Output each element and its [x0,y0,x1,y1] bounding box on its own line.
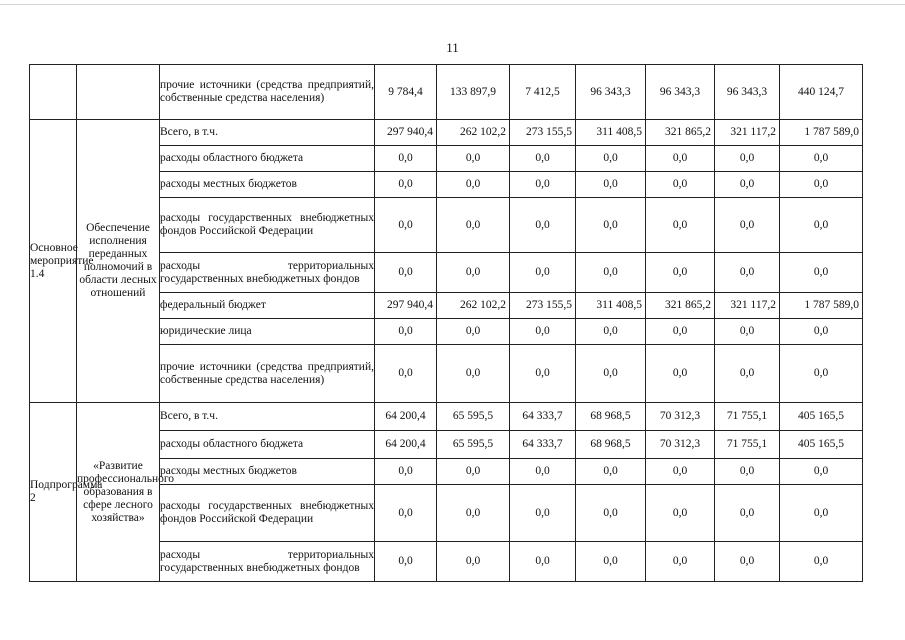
value-cell: 0,0 [375,542,437,582]
value-cell: 0,0 [780,319,863,345]
value-cell: 0,0 [646,345,715,403]
value-cell: 0,0 [437,146,510,172]
value-cell: 0,0 [715,485,780,542]
measure-code: Основное мероприятие 1.4 [30,120,77,403]
table-row [30,120,863,146]
row-description: расходы областного бюджета [160,431,375,459]
scan-artifact-line [0,4,905,5]
budget-table [29,64,863,582]
table-row [30,65,863,120]
value-cell: 64 200,4 [375,431,437,459]
value-cell: 70 312,3 [646,431,715,459]
value-cell: 262 102,2 [437,120,510,146]
page-number: 11 [446,40,459,55]
value-cell: 311 408,5 [576,120,646,146]
value-cell: 0,0 [437,319,510,345]
value-cell: 96 343,3 [715,65,780,120]
value-cell: 0,0 [375,146,437,172]
value-cell: 0,0 [375,485,437,542]
value-cell: 0,0 [715,146,780,172]
value-cell: 0,0 [510,319,576,345]
subprogram-name: «Развитие профессионального образования в сфере лесного хозяйства» [77,403,160,582]
value-cell: 65 595,5 [437,431,510,459]
row-description: расходы государственных внебюджетных фондов Российской Федерации [160,198,375,253]
table-row [30,403,863,431]
row-description: расходы государственных внебюджетных фондов Российской Федерации [160,485,375,542]
value-cell: 0,0 [715,542,780,582]
value-cell: 9 784,4 [375,65,437,120]
value-cell: 65 595,5 [437,403,510,431]
value-cell: 0,0 [780,459,863,485]
value-cell: 0,0 [375,198,437,253]
value-cell: 0,0 [576,172,646,198]
name-cell-empty [77,65,160,120]
value-cell: 0,0 [715,459,780,485]
value-cell: 262 102,2 [437,293,510,319]
measure-name: Обеспечение исполнения переданных полномочий в области лесных отношений [77,120,160,403]
row-description: расходы территориальных государственных внебюджетных фондов [160,542,375,582]
row-description: расходы местных бюджетов [160,459,375,485]
value-cell: 0,0 [780,172,863,198]
row-description: расходы местных бюджетов [160,172,375,198]
value-cell: 71 755,1 [715,403,780,431]
value-cell: 0,0 [437,485,510,542]
value-cell: 0,0 [375,319,437,345]
value-cell: 0,0 [780,485,863,542]
value-cell: 440 124,7 [780,65,863,120]
value-cell: 0,0 [646,542,715,582]
value-cell: 0,0 [510,345,576,403]
row-description: расходы территориальных государственных внебюджетных фондов [160,253,375,293]
row-description: Всего, в т.ч. [160,403,375,431]
value-cell: 64 200,4 [375,403,437,431]
value-cell: 405 165,5 [780,403,863,431]
value-cell: 1 787 589,0 [780,293,863,319]
value-cell: 0,0 [437,172,510,198]
value-cell: 133 897,9 [437,65,510,120]
value-cell: 0,0 [715,198,780,253]
value-cell: 297 940,4 [375,293,437,319]
value-cell: 0,0 [375,253,437,293]
row-description: Всего, в т.ч. [160,120,375,146]
value-cell: 0,0 [576,345,646,403]
value-cell: 405 165,5 [780,431,863,459]
value-cell: 70 312,3 [646,403,715,431]
value-cell: 96 343,3 [576,65,646,120]
value-cell: 0,0 [646,198,715,253]
value-cell: 0,0 [375,172,437,198]
row-description: прочие источники (средства предприятий, собственные средства населения) [160,65,375,120]
value-cell: 0,0 [780,198,863,253]
value-cell: 0,0 [715,253,780,293]
value-cell: 0,0 [437,459,510,485]
value-cell: 96 343,3 [646,65,715,120]
row-description: расходы областного бюджета [160,146,375,172]
value-cell: 0,0 [510,485,576,542]
value-cell: 71 755,1 [715,431,780,459]
value-cell: 0,0 [576,253,646,293]
value-cell: 0,0 [646,146,715,172]
value-cell: 321 117,2 [715,293,780,319]
value-cell: 0,0 [576,542,646,582]
value-cell: 0,0 [780,253,863,293]
value-cell: 321 865,2 [646,120,715,146]
value-cell: 321 117,2 [715,120,780,146]
value-cell: 0,0 [780,542,863,582]
value-cell: 0,0 [715,172,780,198]
value-cell: 0,0 [375,459,437,485]
value-cell: 68 968,5 [576,403,646,431]
value-cell: 0,0 [646,319,715,345]
value-cell: 0,0 [437,542,510,582]
value-cell: 0,0 [576,198,646,253]
value-cell: 0,0 [715,319,780,345]
value-cell: 0,0 [510,146,576,172]
value-cell: 0,0 [576,459,646,485]
value-cell: 0,0 [437,253,510,293]
value-cell: 68 968,5 [576,431,646,459]
value-cell: 0,0 [375,345,437,403]
value-cell: 0,0 [576,319,646,345]
value-cell: 0,0 [576,485,646,542]
row-description: юридические лица [160,319,375,345]
value-cell: 273 155,5 [510,293,576,319]
value-cell: 297 940,4 [375,120,437,146]
value-cell: 0,0 [437,345,510,403]
value-cell: 0,0 [646,172,715,198]
value-cell: 0,0 [510,542,576,582]
value-cell: 0,0 [576,146,646,172]
value-cell: 64 333,7 [510,403,576,431]
value-cell: 0,0 [510,253,576,293]
value-cell: 0,0 [646,459,715,485]
value-cell: 0,0 [646,485,715,542]
value-cell: 0,0 [437,198,510,253]
value-cell: 0,0 [780,146,863,172]
value-cell: 64 333,7 [510,431,576,459]
value-cell: 321 865,2 [646,293,715,319]
value-cell: 0,0 [510,459,576,485]
value-cell: 0,0 [510,198,576,253]
value-cell: 0,0 [510,172,576,198]
subprogram-code: Подпрограмма 2 [30,403,77,582]
value-cell: 1 787 589,0 [780,120,863,146]
code-cell-empty [30,65,77,120]
value-cell: 273 155,5 [510,120,576,146]
value-cell: 7 412,5 [510,65,576,120]
value-cell: 0,0 [780,345,863,403]
row-description: прочие источники (средства предприятий, собственные средства населения) [160,345,375,403]
value-cell: 0,0 [715,345,780,403]
value-cell: 0,0 [646,253,715,293]
value-cell: 311 408,5 [576,293,646,319]
row-description: федеральный бюджет [160,293,375,319]
